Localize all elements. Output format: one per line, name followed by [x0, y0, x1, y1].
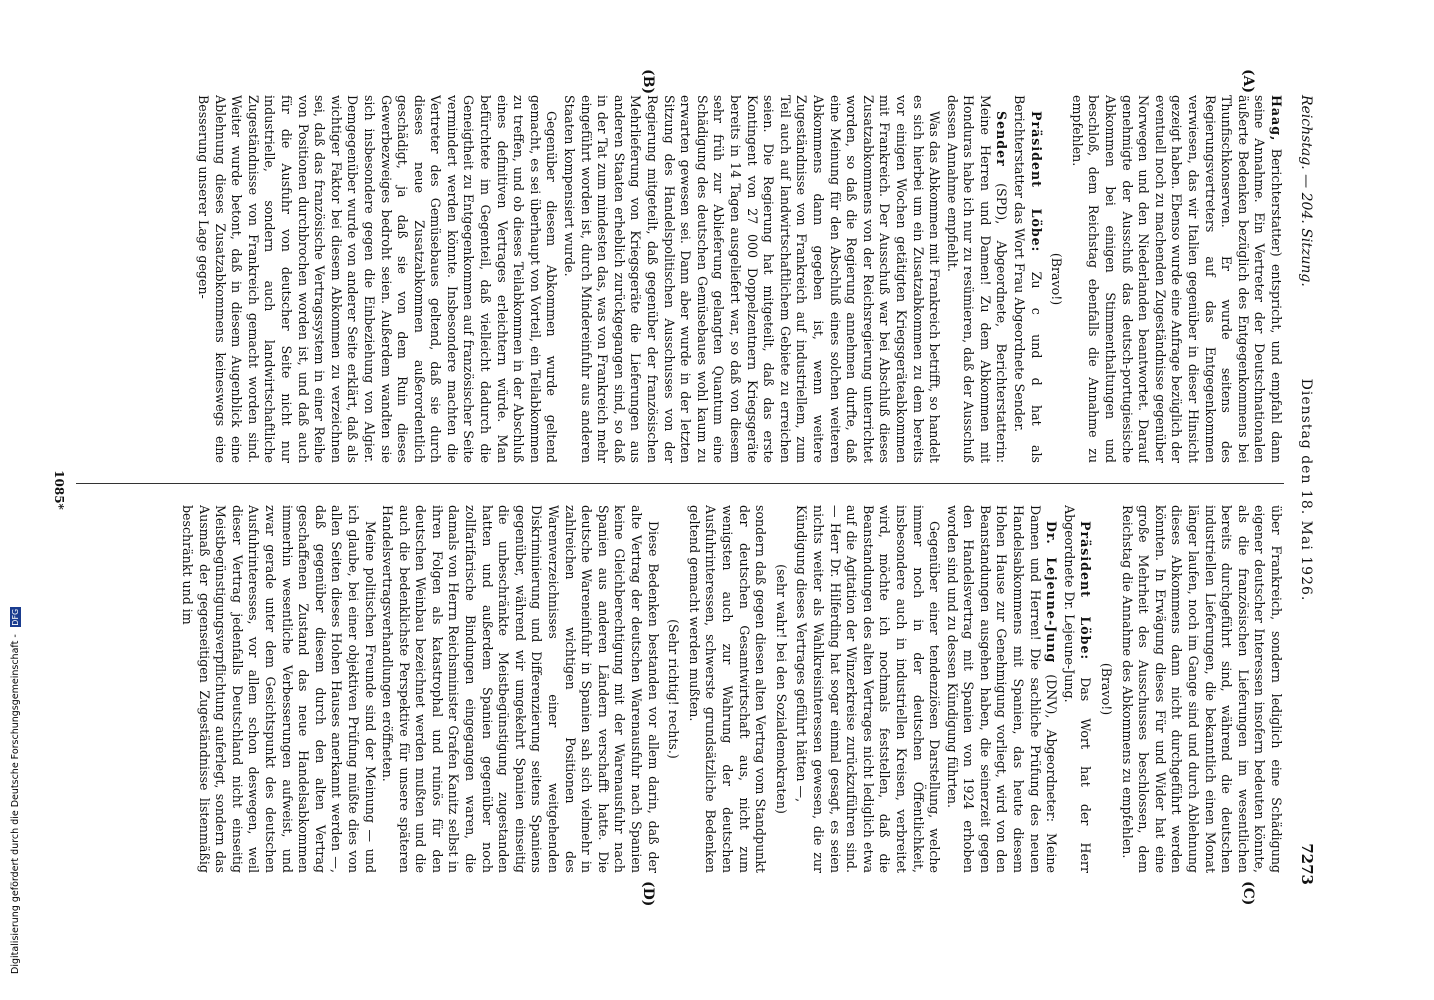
paragraph-text: Gegenüber diesem Abkommen wurde geltend gemacht, es sei überhaupt von Vorteil, ein Teilabkommen zu treffen, und ob dieses Teilabkommen in der Abschluß eines definitiven Vertrages erleichtern würde. Man befürchtete im Gegenteil, daß vielleicht dadurch die Geneigtheit zu Entgegenkommen auf französischer Seite vermindert werden könnte. Insbesondere machten die Vertreter des Gemüsebaues geltend, daß sie durch dieses neue Zusatzabkommen außerordentlich geschädigt, ja daß sie von dem Ruin dieses Gewerbezweiges bedroht seien. Außerdem wandten sie sich insbesondere gegen die Einbeziehung von Algier. Demgegenüber wurde von anderer Seite erklärt, daß als wichtiger Faktor bei diesem Abkommen zu verzeichnen sei, daß das französische Vertragssystem in einer Reihe von Positionen durchbrochen worden ist, und daß auch für die Ausfuhr von deutscher Seite nicht nur industrielle, sondern auch landwirtschaftliche Zugeständnisse von Frankreich gemacht worden sind. Weiter wurde betont, daß in diesem Augenblick eine Ablehnung dieses Zusatzabkommens keineswegs eine Besserung unserer Lage gegen- — [196, 95, 560, 463]
right-column — [76, 505, 1284, 873]
header-date: Dienstag den 18. Mai 1926. — [1298, 378, 1314, 602]
speaker-role: Berichterstatter) — [1269, 148, 1284, 257]
speaker-name: Dr. Lejeune-Jung — [1044, 521, 1060, 664]
paragraph-text: Zu c und d hat als Berichterstatter das Wort Frau Abgeordnete Sender. — [1012, 95, 1044, 463]
interjection: (Bravo!) — [1049, 252, 1065, 306]
interjection: (sehr wahr! bei den Sozialdemokraten) — [773, 564, 789, 814]
interjection: (Sehr richtig! rechts.) — [666, 619, 682, 759]
left-column — [76, 95, 1284, 463]
text-columns — [76, 95, 1284, 885]
margin-mark-b: (B) — [640, 69, 656, 95]
speaker-name: Präsident Löbe: — [1028, 111, 1044, 253]
margin-mark-a: (A) — [1240, 69, 1256, 94]
credit-text: Digitalisierung gefördert durch die Deutsche Forschungsgemeinschaft - — [10, 634, 21, 974]
header-left: Reichstag. — 204. Sitzung. — [1298, 95, 1314, 287]
digitization-credit — [10, 74, 24, 974]
column-divider — [76, 483, 1284, 484]
margin-mark-c: (C) — [1240, 881, 1256, 906]
paragraph-text: sondern daß gegen diesen alten Vertrag vom Standpunkt der deutschen Gesamtwirtschaft aus, nicht zum wenigsten auch zur Wahrung der deutschen Ausfuhrinteressen, schwerste grundsätzliche Bedenken geltend gemacht werden mußten. — [686, 505, 769, 873]
speaker-name: Sender — [994, 111, 1010, 167]
speaker-name: Haag, — [1269, 95, 1284, 142]
paragraph-text: entspricht, und empfahl dann seine Annahme. Ein Vertreter der Deutschnationalen äußerte Bedenken bezüglich des Entgegenkommens bei Thunfischkonserven. Er wurde seitens des Regierungsvertreters auf das Entgegenkommen verwiesen, das wir Italien gegenüber in dieser Hinsicht gezeigt haben. Ebenso wurde eine Anfrage bezüglich der eventuell noch zu machenden Zugeständnisse gegenüber Norwegen und den Niederlanden beantwortet. Darauf genehmigte der Ausschuß das deutsch-portugiesische Abkommen bei einigen Stimmenthaltungen und beschloß, dem Reichstag ebenfalls die Annahme zu empfehlen. — [1069, 95, 1284, 463]
paragraph — [943, 505, 1059, 873]
paragraph-text: Was das Abkommen mit Frankreich betrifft, so handelt es sich hierbei um ein Zusatzabkommen zu dem bereits vor einigen Wochen getätigten Kriegsgeräteabkommen mit Frankreich. Der Ausschuß war bei Abschluß dieses Zusatzabkommens von der Reichsregierung unterrichtet worden, so daß die Regierung annehmen durfte, daß eine Meinung für den Abschluß eines solchen weiteren Abkommens dann gegeben ist, wenn weitere Zugeständnisse von Frankreich auf industriellem, zum Teil auch auf landwirtschaftlichem Gebiete zu erreichen seien. Die Regierung hat mitgeteilt, daß das erste Kontingent von 27 000 Doppelzentnern Kriegsgeräte bereits in 14 Tagen ausgeliefert war, so daß von diesem sehr früh zur Ablieferung gelangten Quantum eine Schädigung des deutschen Gemüsebaues wohl kaum zu erwarten gewesen sei. Dann aber wurde in der letzten Sitzung des Handelspolitischen Ausschusses von der Regierung mitgeteilt, daß gegenüber der französischen Mehrlieferung von Kriegsgeräte die Lieferungen aus anderen Staaten erheblich zurückgegangen sind, so daß in der Tat zum mindesten das, was von Frankreich mehr eingeführt worden ist, durch Mindereinfuhr aus anderen Staaten kompensiert wurde. — [562, 95, 943, 463]
paragraph-text: (DNV), Abgeordneter: Meine Damen und Herren! Die sachliche Prüfung des neuen Handelsabkommens mit Spanien, das heute diesem Hohen Hause zur Genehmigung vorliegt, wird von den Beanstandungen ausgehen haben, die seinerzeit gegen den Handelsvertrag mit Spanien von 1924 erhoben worden sind und zu dessen Kündigung führten. — [944, 505, 1060, 873]
paragraph-text: über Frankreich, sondern lediglich eine Schädigung eigener deutscher Interessen insofern bedeuten könnte, als die französischen Lieferungen im wesentlichen bereits durchgeführt sind, während die deutschen industriellen Lieferungen, die bekanntlich einen Monat länger laufen, noch im Gange sind und durch Ablehnung dieses Abkommens dann nicht durchgeführt werden könnten. In Erwägung dieses Für und Wider hat eine große Mehrheit des Ausschusses beschlossen, dem Reichstag die Annahme des Abkommens zu empfehlen. — [1119, 505, 1284, 873]
paragraph — [943, 95, 1009, 463]
paragraph-text: (SPD), Abgeordnete, Berichterstatterin: Meine Herren und Damen! Zu dem Abkommen mit Honduras habe ich nur zu resümieren, daß der Ausschuß dessen Annahme empfiehlt. — [944, 95, 1010, 463]
speaker-name: Präsident Löbe: — [1078, 521, 1094, 661]
paragraph-text: Gegenüber einer tendenziösen Darstellung, welche immer noch in der deutschen Öffentlichkeit, insbesondere auch in industriellen Kreisen, verbreitet wird, möchte ich nochmals feststellen, daß die Beanstandungen des alten Vertrages nicht lediglich etwa auf die Agitation der Winzerkreise zurückzuführen sind. — Herr Dr. Hilferding hat sogar einmal gesagt, es seien nichts weiter als Wahlkreisinteressen gewesen, die zur Kündigung dieses Vertrages geführt hätten —, — [794, 505, 943, 873]
paragraph — [1068, 95, 1284, 463]
running-head — [1290, 95, 1316, 885]
sheet-code: 1085* — [52, 470, 66, 510]
paragraph — [1060, 505, 1093, 873]
page-number: 7273 — [1298, 843, 1316, 885]
paragraph-text: Das Wort hat der Herr Abgeordnete Dr. Lejeune-Jung. — [1061, 505, 1094, 873]
dfg-logo-icon: DFG — [11, 608, 20, 626]
paragraph — [1011, 95, 1044, 463]
interjection: (Bravo!) — [1099, 662, 1115, 716]
reichstag-protocol-page — [52, 69, 1316, 907]
margin-mark-d: (D) — [640, 881, 656, 907]
paragraph-text: Diese Bedenken bestanden vor allem darin, daß der alte Vertrag der deutschen Warenausfuhr nach Spanien keine Gleichberechtigung mit der Warenausfuhr nach Spanien aus anderen Ländern verschafft hatte. Die deutsche Wareneinfuhr in Spanien sah sich vielmehr in zahlreichen wichtigen Positionen des Warenverzeichnisses einer weitgehenden Diskriminierung und Differenzierung seitens Spaniens gegenüber, während wir umgekehrt Spanien einseitig die unbeschränkte Meistbegünstigung zugestanden hatten und außerdem Spanien gegenüber noch zollfarifarische Bindungen eingegangen waren, die damals von Herrn Reichsminister Grafen Kanitz selbst in ihren Folgen als katastrophal und ruinös für den deutschen Weinbau bezeichnet werden mußten und die auch die bedenklichste Perspektive für unsere späteren Handelsvertragsverhandlungen eröffneten. — [380, 505, 661, 873]
paragraph-text: Meine politischen Freunde sind der Meinung — und ich glaube, bei einer objektiven Prüfung müßte dies von allen Seiten dieses Hohen Hauses anerkannt werden —, daß gegenüber diesem durch den alten Vertrag geschaffenen Zustand das neue Handelsabkommen immerhin wesentliche Verbesserungen aufweist, und zwar gerade unter dem Gesichtspunkt des deutschen Ausfuhrinteresses, vor allem schon deswegen, weil dieser Vertrag jedenfalls Deutschland nicht einseitig Meistbegünstigungsverpflichtung auferlegt, sondern das Ausmaß der gegenseitigen Zugeständnisse listenmäßig beschränkt und im — [180, 505, 378, 873]
